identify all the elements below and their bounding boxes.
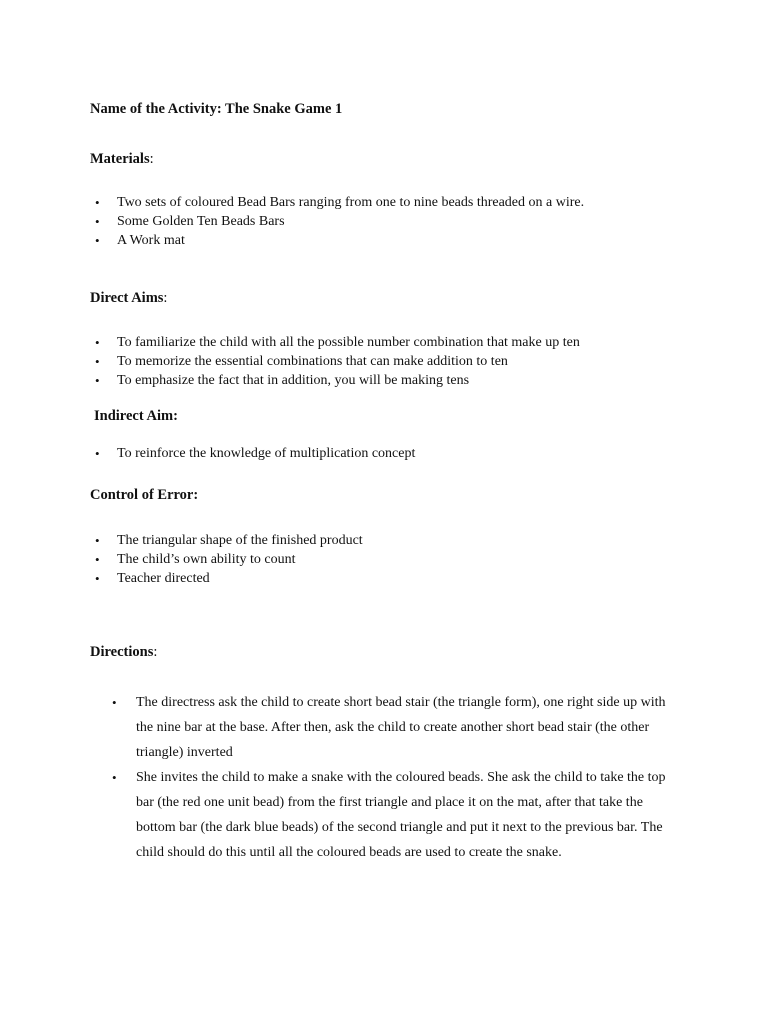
list-item: • To emphasize the fact that in addition, you will be making tens — [90, 371, 580, 390]
list-item: • The child’s own ability to count — [90, 550, 363, 569]
materials-heading-text: Materials — [90, 151, 150, 167]
direct-aims-heading-text: Direct Aims — [90, 290, 164, 306]
list-item: • Some Golden Ten Beads Bars — [90, 212, 584, 231]
activity-title-text: Name of the Activity: The Snake Game 1 — [90, 101, 343, 117]
control-of-error-list — [90, 531, 363, 588]
list-item: • She invites the child to make a snake with the coloured beads. She ask the child to take the top bar (the red one unit bead) from the first triangle and place it on the mat, after that take the bottom bar (the dark blue beads) of the second triangle and put it next to the previous bar. The child should do this until all the coloured beads are used to create the snake. — [110, 765, 670, 865]
activity-title — [90, 101, 342, 118]
list-item: • The triangular shape of the finished product — [90, 531, 363, 550]
indirect-aim-list — [90, 444, 415, 463]
directions-heading-text: Directions — [90, 644, 154, 660]
list-item: • The directress ask the child to create short bead stair (the triangle form), one right side up with the nine bar at the base. After then, ask the child to create another short bead stair (the other triangle) inverted — [110, 690, 670, 765]
directions-list — [110, 690, 670, 865]
list-item: • To reinforce the knowledge of multiplication concept — [90, 444, 415, 463]
directions-heading-colon: : — [153, 644, 158, 660]
list-item: • Teacher directed — [90, 569, 363, 588]
control-of-error-heading — [90, 487, 198, 504]
materials-list — [90, 193, 584, 250]
control-of-error-heading-text: Control of Error: — [90, 487, 199, 503]
direct-aims-heading-colon: : — [163, 290, 168, 306]
indirect-aim-heading — [94, 408, 178, 425]
list-item: • Two sets of coloured Bead Bars ranging from one to nine beads threaded on a wire. — [90, 193, 584, 212]
direct-aims-list — [90, 333, 580, 390]
list-item: • To familiarize the child with all the possible number combination that make up ten — [90, 333, 580, 352]
materials-heading — [90, 151, 154, 168]
indirect-aim-heading-text: Indirect Aim: — [94, 408, 178, 424]
direct-aims-heading — [90, 290, 167, 307]
directions-heading — [90, 644, 157, 661]
list-item: • A Work mat — [90, 231, 584, 250]
list-item: • To memorize the essential combinations that can make addition to ten — [90, 352, 580, 371]
materials-heading-colon: : — [149, 151, 154, 167]
